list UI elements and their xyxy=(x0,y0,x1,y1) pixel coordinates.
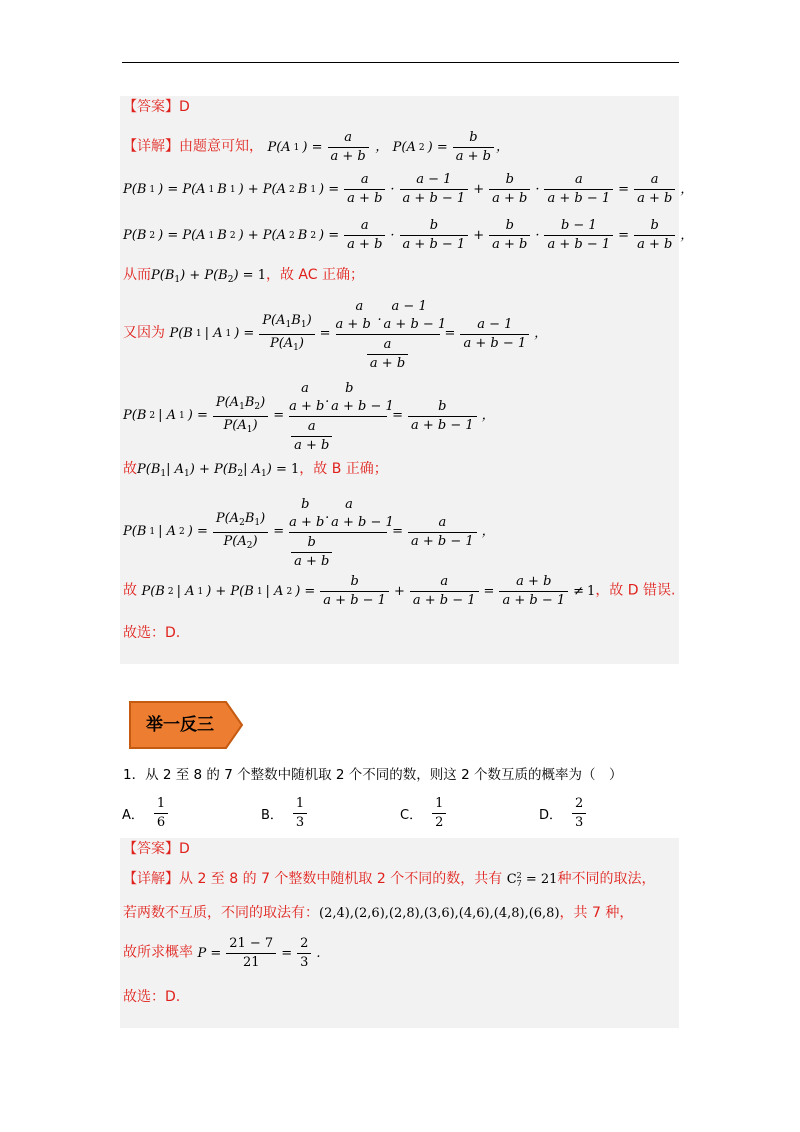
detail-intro: 由题意可知， xyxy=(179,138,263,155)
option-c: C． $\frac{1}{2}$ xyxy=(400,796,448,831)
solution-panel-2 xyxy=(120,838,679,1028)
answer-label-2: 【答案】D xyxy=(123,841,190,857)
option-a: A． $\frac{1}{6}$ xyxy=(122,796,170,831)
prob-a2: P(A 2 ) = $\frac{b}{a + b}$ xyxy=(393,130,496,165)
formula-pb2-given-a1: P(B 2 | A 1 ) = $\frac{P(A_1B_2)}{P(A_1)}$ = a b a + b . a + b − 1 $\frac{a}{a + b}$ = $\frac{b}{a + b - 1}$ ， xyxy=(123,381,495,453)
prob-a1: P(A 1 ) = $\frac{a}{a + b}$ xyxy=(267,130,370,165)
option-b: B． $\frac{1}{3}$ xyxy=(261,796,309,831)
formula-pb1-given-a2: P(B 1 | A 2 ) = $\frac{P(A_2B_1)}{P(A_2)}$ = b a a + b . a + b − 1 $\frac{b}{a + b}$ = $\frac{a}{a + b - 1}$ ， xyxy=(123,497,495,569)
section-badge xyxy=(128,700,244,750)
header-rule xyxy=(122,62,679,63)
formula-pb2: P(B 2 ) = P(A 1 B 2 ) + P(A 2 B 2 ) = $\frac{a}{a + b}$ · $\frac{b}{a + b - 1}$ + $\frac{b}{a + b}$ · $\frac{b - 1}{a + b - 1}$ = $\frac{b}{a + b}$ ， xyxy=(123,218,694,252)
non-coprime-pairs: (2,4),(2,6),(2,8),(3,6),(4,6),(4,8),(6,8) xyxy=(319,906,560,921)
option-d: D． $\frac{2}{3}$ xyxy=(539,796,588,831)
formula-pb1-given-a1: 又因为 P(B 1 | A 1 ) = $\frac{P(A_1B_1)}{P(A_1)}$ = a a − 1 a + b . a + b − 1 $\frac{a}{a + b}$ = $\frac{a - 1}{a + b - 1}$ ， xyxy=(123,299,548,371)
formula-pb1: P(B 1 ) = P(A 1 B 1 ) + P(A 2 B 1 ) = $\frac{a}{a + b}$ · $\frac{a - 1}{a + b - 1}$ + $\frac{b}{a + b}$ · $\frac{a}{a + b - 1}$ = $\frac{a}{a + b}$ ， xyxy=(123,172,694,206)
answer-label-1: 【答案】D xyxy=(123,99,190,115)
detail-line-1: 【详解】由题意可知， P(A 1 ) = $\frac{a}{a + b}$ ， P(A 2 ) = $\frac{b}{a + b}$ ， xyxy=(123,130,509,164)
detail-label-1: 【详解】 xyxy=(123,138,179,155)
badge-label: 举一反三 xyxy=(146,715,214,735)
conclude-b: 故$P(B_1|$ $A_1) + P(B_2|$ $A_1) = 1$，故 B 正确； xyxy=(123,461,388,479)
question-stem: 1．从 2 至 8 的 7 个整数中随机取 2 个不同的数，则这 2 个数互质的概率为（ ） xyxy=(123,767,623,783)
detail-line-4: 故所求概率 P = $\frac{21 - 7}{21}$ = $\frac{2}{3}$ . xyxy=(123,936,321,970)
detail-line-3: 若两数不互质，不同的取法有：(2,4),(2,6),(2,8),(3,6),(4,6),(4,8),(6,8)，共 7 种， xyxy=(123,905,634,921)
detail-line-2: 【详解】从 2 至 8 的 7 个整数中随机取 2 个不同的数，共有 C 2 7 = 21种不同的取法， xyxy=(123,870,656,888)
conclude-d: 故 P(B 2 | A 1 ) + P(B 1 | A 2 ) = $\frac{b}{a + b - 1}$ + $\frac{a}{a + b - 1}$ = $\frac{a + b}{a + b - 1}$ ≠ 1 ，故 D 错误. xyxy=(123,574,676,608)
conclude-ac: 从而$P(B_1) + P(B_2) = 1$，故 AC 正确； xyxy=(123,267,364,285)
choice-1: 故选：D. xyxy=(123,625,181,641)
choice-2: 故选：D. xyxy=(123,989,181,1005)
